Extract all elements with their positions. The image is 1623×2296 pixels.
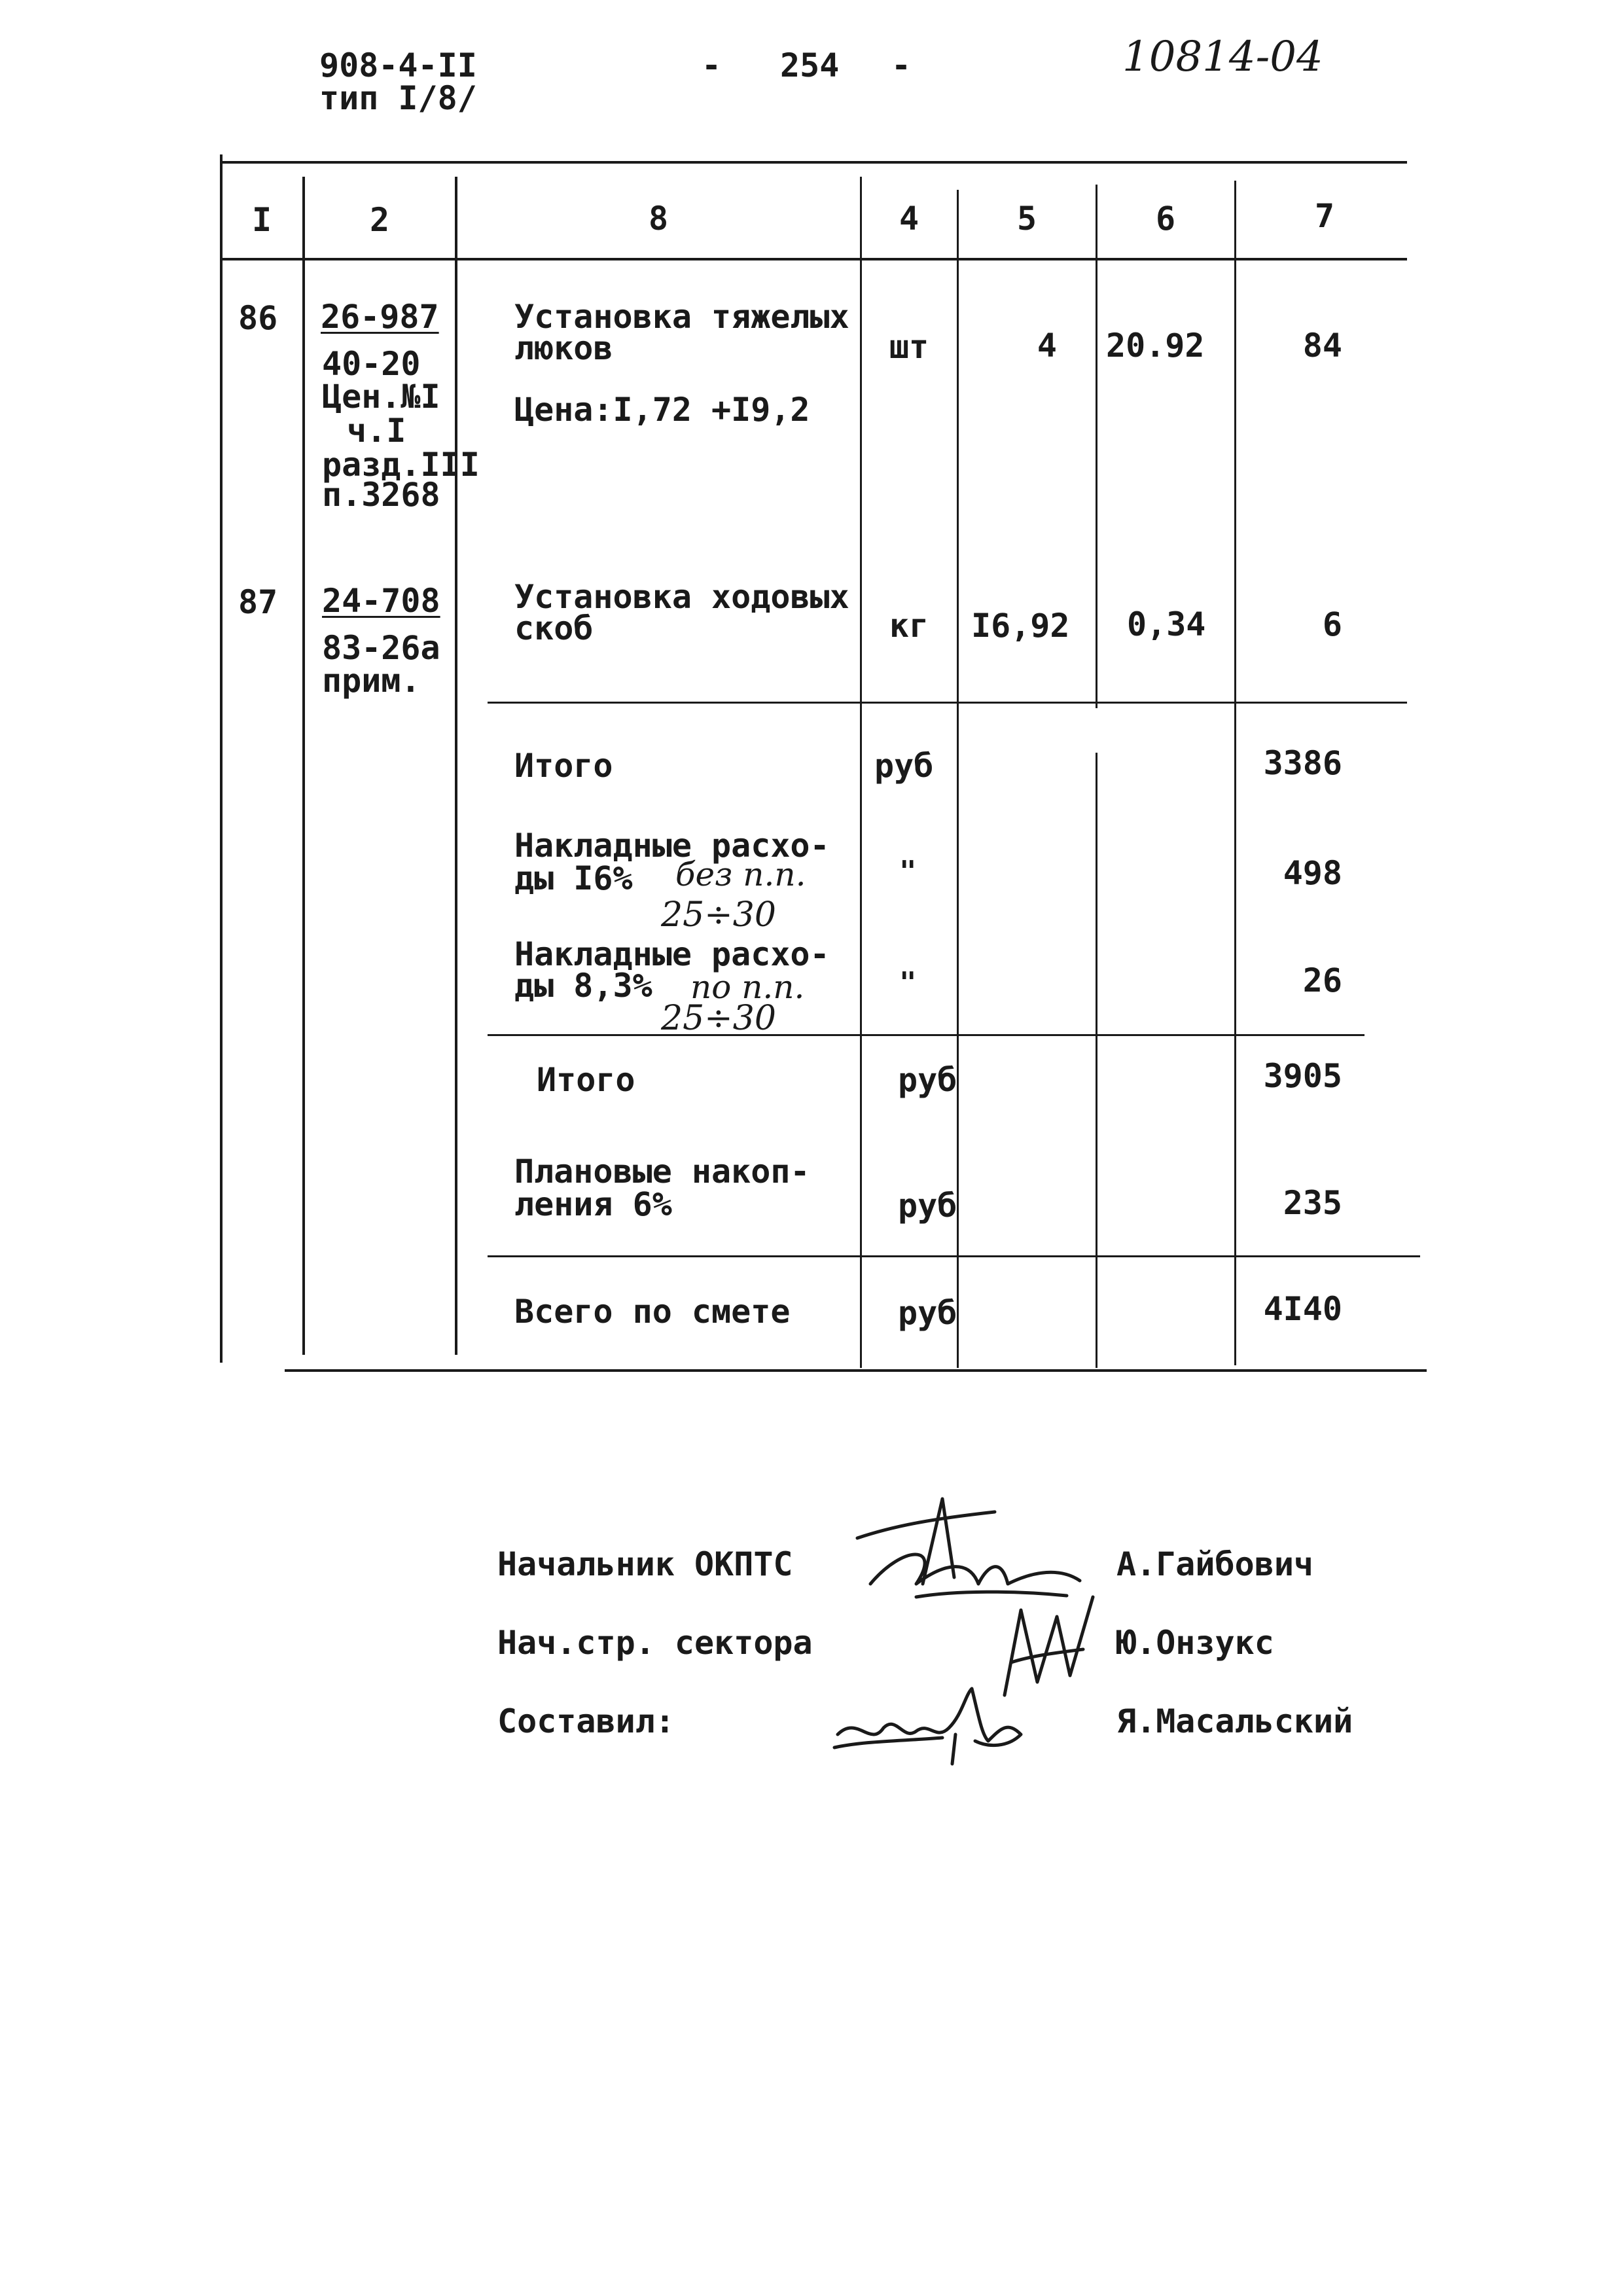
- row-description: Установка тяжелых: [514, 298, 849, 336]
- row-total: 84: [1302, 327, 1342, 365]
- overhead2-label: Накладные расхо-: [514, 935, 830, 973]
- row-code-line: Цен.№I: [322, 378, 440, 416]
- signatory-name: Ю.Онзукс: [1116, 1624, 1274, 1662]
- overhead1-handnote2: 25÷30: [661, 895, 776, 935]
- row-code-main: 26-987: [321, 298, 439, 336]
- itogo2-rule: [488, 1034, 1364, 1036]
- row-description: скоб: [514, 609, 594, 647]
- col-header-4: 4: [899, 200, 919, 238]
- header-bottom-rule: [223, 258, 1407, 260]
- signatory-role: Начальник ОКПТС: [497, 1545, 793, 1583]
- itogo2-value: 3905: [1263, 1057, 1342, 1095]
- overhead2-unit: ": [899, 966, 917, 999]
- grand-total-label: Всего по смете: [514, 1293, 791, 1331]
- table-top-rule: [223, 161, 1407, 164]
- itogo2-unit: руб: [898, 1061, 957, 1099]
- col-header-5: 5: [1016, 200, 1037, 238]
- itogo1-value: 3386: [1263, 744, 1342, 782]
- page-number: 254: [780, 46, 840, 84]
- planned-label: ления 6%: [514, 1185, 672, 1223]
- signatory-role: Составил:: [497, 1702, 675, 1740]
- col-line-1: [302, 177, 305, 1355]
- row-unit: шт: [889, 328, 929, 366]
- overhead1-label: Накладные расхо-: [514, 827, 830, 865]
- table-bottom-rule: [285, 1369, 1427, 1372]
- col-line-2: [455, 177, 457, 1355]
- overhead1-value: 498: [1283, 854, 1342, 892]
- itogo1-unit: руб: [874, 747, 934, 785]
- col-header-7: 7: [1314, 197, 1335, 235]
- overhead1-handnote: без п.п.: [675, 855, 806, 893]
- row-code-line: ч.I: [347, 412, 406, 450]
- signature-3: [825, 1676, 1034, 1767]
- handwritten-code: 10814-04: [1122, 33, 1323, 81]
- row-quantity: 4: [1037, 327, 1057, 365]
- row-number: 87: [238, 583, 278, 621]
- planned-label: Плановые накоп-: [514, 1153, 810, 1191]
- col-line-5a: [1096, 185, 1097, 708]
- itogo1-label: Итого: [514, 747, 613, 785]
- dash-right: -: [891, 46, 912, 84]
- row-quantity: I6,92: [971, 607, 1070, 645]
- planned-value: 235: [1283, 1184, 1342, 1222]
- grand-total-unit: руб: [898, 1294, 957, 1332]
- col-header-1: I: [251, 201, 272, 239]
- itogo2-label: Итого: [537, 1061, 635, 1099]
- doc-code: 908-4-II: [319, 46, 477, 84]
- signatory-role: Нач.стр. сектора: [497, 1624, 813, 1662]
- row-unit-price: 0,34: [1127, 605, 1206, 643]
- col-header-6: 6: [1155, 200, 1176, 238]
- summary-top-rule: [488, 702, 1407, 704]
- row-code-line: прим.: [322, 662, 421, 700]
- overhead2-value: 26: [1302, 961, 1342, 999]
- row-description: люков: [514, 329, 613, 367]
- row-description: Установка ходовых: [514, 578, 849, 616]
- col-line-0: [220, 154, 223, 1363]
- row-price-note: Цена:I,72 +I9,2: [514, 391, 810, 429]
- doc-type: тип I/8/: [319, 79, 477, 117]
- signatory-name: А.Гайбович: [1116, 1545, 1314, 1583]
- overhead2-label: ды 8,3%: [514, 967, 652, 1005]
- col-header-2: 2: [369, 201, 390, 239]
- col-line-4: [957, 190, 959, 1368]
- grand-total-value: 4I40: [1263, 1290, 1342, 1328]
- overhead2-handnote: по п.п.: [690, 968, 805, 1006]
- overhead2-handnote2: 25÷30: [661, 999, 776, 1038]
- signatory-name: Я.Масальский: [1116, 1702, 1353, 1740]
- col-line-5b: [1096, 753, 1097, 1368]
- overhead1-unit: ": [899, 855, 917, 888]
- dash-left: -: [702, 46, 722, 84]
- row-code-main: 24-708: [322, 582, 440, 620]
- col-header-3: 8: [648, 200, 669, 238]
- row-code-line: разд.III: [322, 446, 480, 484]
- planned-unit: руб: [898, 1187, 957, 1225]
- row-unit: кг: [889, 607, 929, 645]
- row-unit-price: 20.92: [1106, 327, 1205, 365]
- row-code-line: 40-20: [322, 345, 421, 383]
- row-total: 6: [1322, 605, 1342, 643]
- row-number: 86: [238, 299, 278, 337]
- row-code-line: 83-26а: [322, 629, 440, 667]
- grand-total-rule: [488, 1255, 1420, 1257]
- row-code-line: п.3268: [322, 476, 440, 514]
- overhead1-label: ды I6%: [514, 859, 633, 897]
